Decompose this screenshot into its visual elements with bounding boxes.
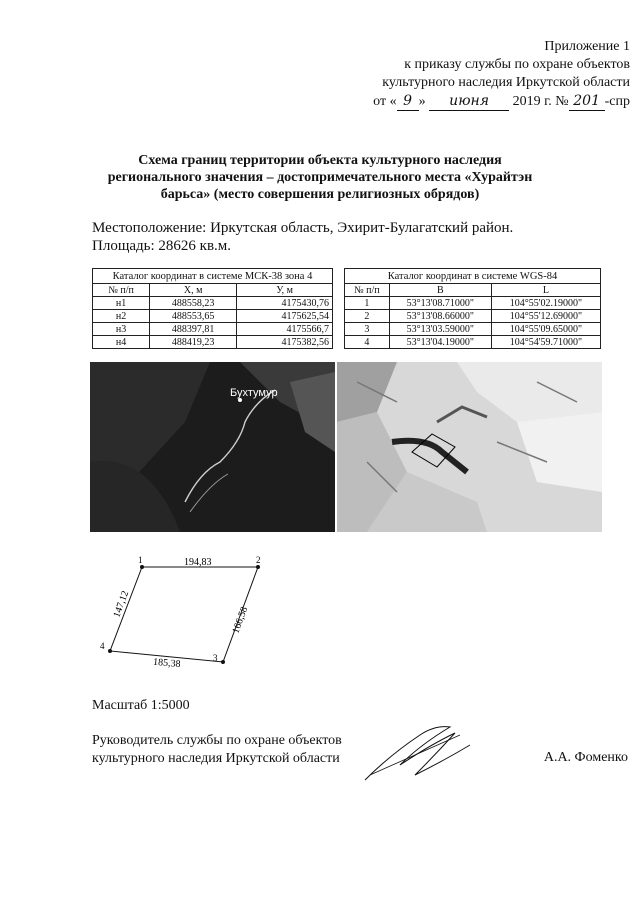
table-cell: 488419,23 xyxy=(150,336,237,349)
boundary-scheme xyxy=(98,554,278,679)
appendix-day: 9 xyxy=(397,92,419,111)
location-text: Местоположение: Иркутская область, Эхирит-Булагатский район. xyxy=(92,220,514,236)
table-cell: 3 xyxy=(345,323,390,336)
table-cell: 488553,65 xyxy=(150,310,237,323)
table-row xyxy=(93,310,333,323)
table-row xyxy=(93,336,333,349)
detail-satellite-image xyxy=(337,362,602,532)
table-row xyxy=(93,297,333,310)
table-header: № п/п xyxy=(93,284,150,297)
signer-position-line1: Руководитель службы по охране объектов xyxy=(92,733,342,748)
table-header: № п/п xyxy=(345,284,390,297)
table-cell: 2 xyxy=(345,310,390,323)
table-cell: н3 xyxy=(93,323,150,336)
table-cell: 104°55'02.19000" xyxy=(491,297,600,310)
table-header: B xyxy=(389,284,491,297)
table-header: У, м xyxy=(237,284,333,297)
table-row xyxy=(345,323,601,336)
appendix-header xyxy=(373,38,630,111)
table-cell: 53°13'08.71000" xyxy=(389,297,491,310)
table-row xyxy=(93,323,333,336)
catalog-msk-table xyxy=(92,268,333,349)
table-cell: 4175382,56 xyxy=(237,336,333,349)
table-cell: 1 xyxy=(345,297,390,310)
table-cell: 488558,23 xyxy=(150,297,237,310)
side-length: 185,38 xyxy=(152,656,181,671)
appendix-line2: к приказу службы по охране объектов xyxy=(404,57,630,72)
area-text: Площадь: 28626 кв.м. xyxy=(92,238,232,254)
appendix-line3: культурного наследия Иркутской области xyxy=(382,75,630,90)
appendix-suffix: -спр xyxy=(604,94,630,109)
appendix-number: 201 xyxy=(569,92,605,111)
table-cell: 53°13'03.59000" xyxy=(389,323,491,336)
signer-name: А.А. Фоменко xyxy=(543,750,628,765)
boundary-point xyxy=(140,565,144,569)
table-cell: 104°54'59.71000" xyxy=(491,336,600,349)
table-row xyxy=(345,336,601,349)
side-length: 194,83 xyxy=(184,557,212,568)
table-cell: 104°55'09.65000" xyxy=(491,323,600,336)
table-row xyxy=(345,297,601,310)
map-place-label: Бухтумур xyxy=(230,387,278,399)
table-cell: 4 xyxy=(345,336,390,349)
appendix-line1: Приложение 1 xyxy=(544,39,630,54)
signature-block xyxy=(92,732,342,768)
boundary-point xyxy=(256,565,260,569)
boundary-point xyxy=(221,660,225,664)
table-cell: 4175430,76 xyxy=(237,297,333,310)
table-cell: 53°13'04.19000" xyxy=(389,336,491,349)
table-cell: н1 xyxy=(93,297,150,310)
table-cell: 488397,81 xyxy=(150,323,237,336)
table-header: X, м xyxy=(150,284,237,297)
site-info xyxy=(92,219,513,255)
document-title: Схема границ территории объекта культурного наследия регионального значения – достопримечательного места «Хурайтэн барьса» (место совершения религиозных обрядов) xyxy=(107,153,533,202)
point-label: 4 xyxy=(100,641,105,651)
side-length: 166,58 xyxy=(230,605,251,636)
side-length: 147,12 xyxy=(111,589,132,620)
appendix-month: июня xyxy=(429,92,509,111)
table-cell: н4 xyxy=(93,336,150,349)
table-cell: н2 xyxy=(93,310,150,323)
signer-position-line2: культурного наследия Иркутской области xyxy=(92,751,340,766)
appendix-from: от « xyxy=(373,94,397,109)
catalog-wgs-title: Каталог координат в системе WGS-84 xyxy=(345,269,601,284)
table-cell: 4175625,54 xyxy=(237,310,333,323)
table-header: L xyxy=(491,284,600,297)
table-row xyxy=(345,310,601,323)
catalog-wgs-table xyxy=(344,268,601,349)
boundary-point xyxy=(108,649,112,653)
overview-satellite-image xyxy=(90,362,335,532)
handwritten-signature xyxy=(360,715,480,785)
appendix-date-line xyxy=(373,92,630,111)
point-label: 2 xyxy=(256,555,261,565)
table-cell: 104°55'12.69000" xyxy=(491,310,600,323)
table-cell: 4175566,7 xyxy=(237,323,333,336)
point-label: 3 xyxy=(213,653,218,663)
scale-text: Масштаб 1:5000 xyxy=(92,698,190,713)
table-cell: 53°13'08.66000" xyxy=(389,310,491,323)
appendix-sep: » xyxy=(418,94,426,109)
catalog-msk-title: Каталог координат в системе МСК-38 зона 4 xyxy=(93,269,333,284)
point-label: 1 xyxy=(138,555,143,565)
appendix-year: 2019 г. № xyxy=(512,94,569,109)
